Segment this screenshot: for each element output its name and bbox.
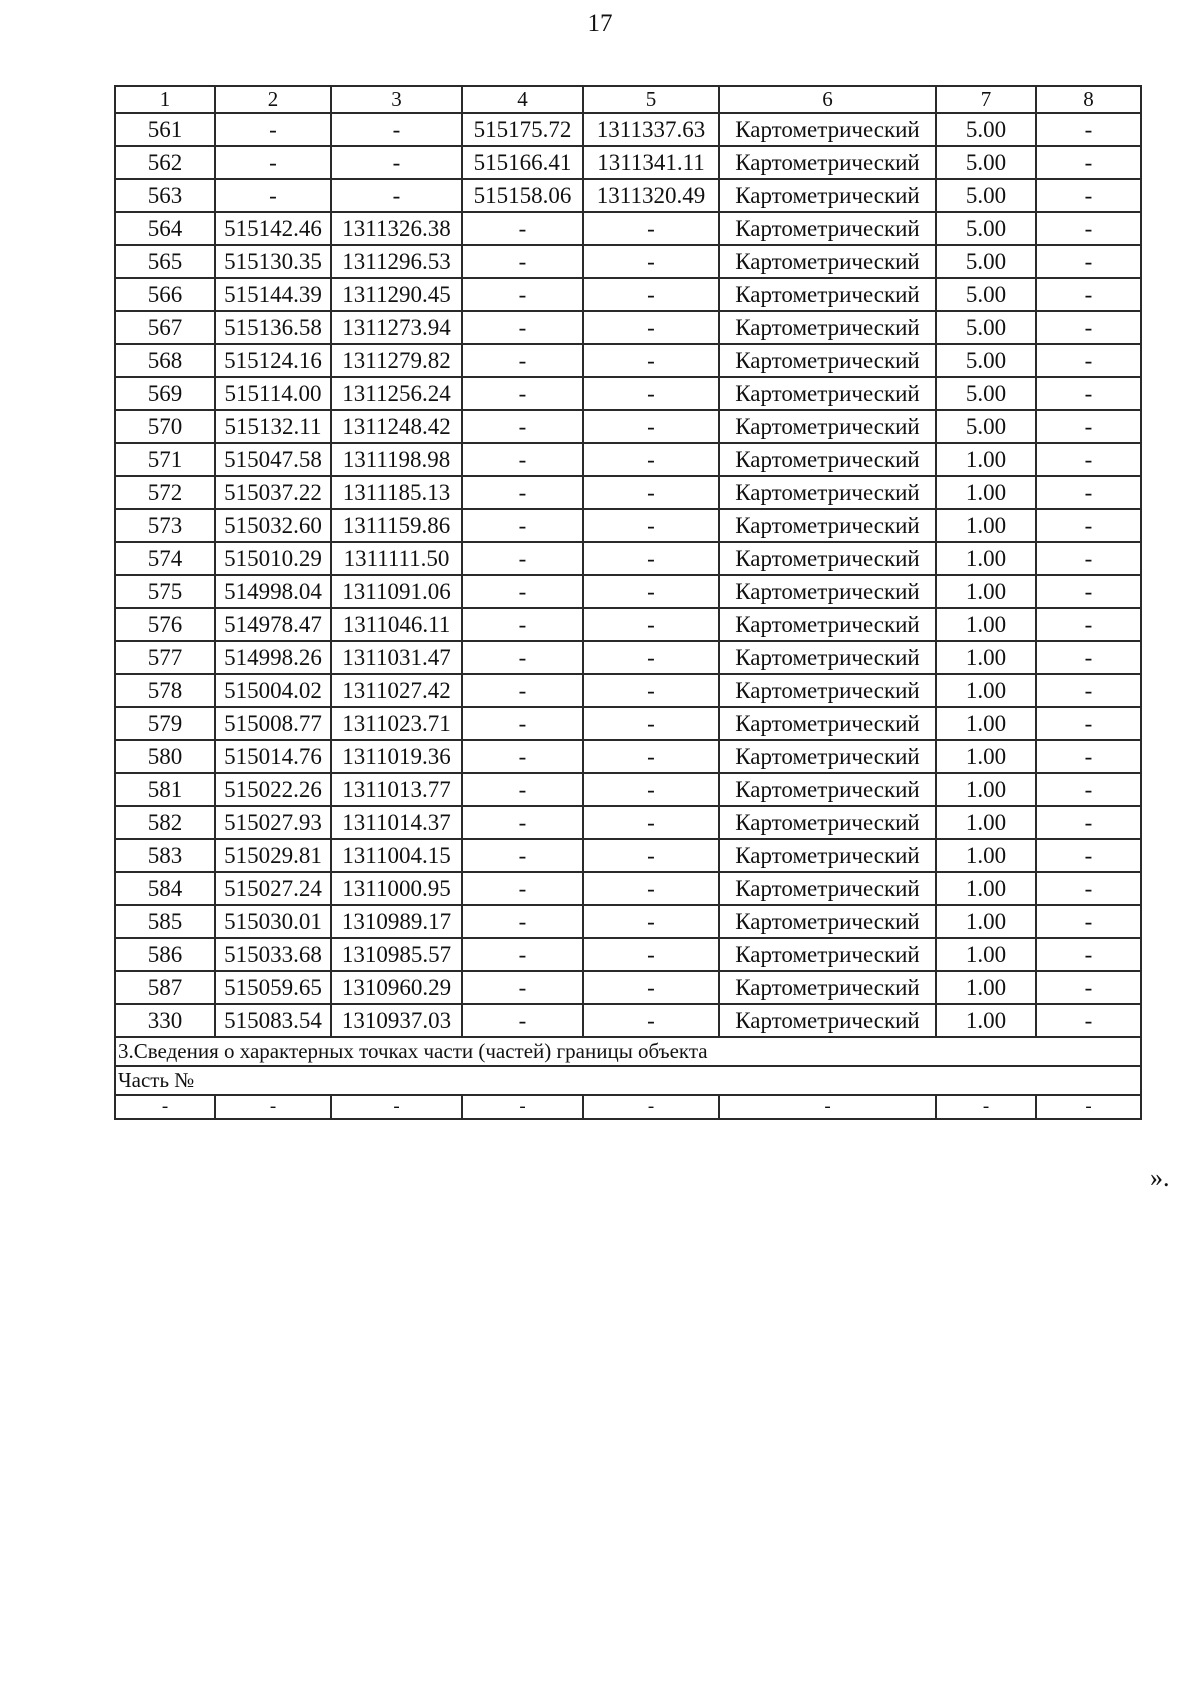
column-header: 8 [1036,86,1141,113]
table-cell: 1311248.42 [331,410,462,443]
table-cell: 515059.65 [215,971,331,1004]
table-cell: - [462,476,583,509]
table-cell: 5.00 [936,245,1036,278]
table-cell: - [1036,311,1141,344]
table-cell: Картометрический [719,806,936,839]
column-header: 1 [115,86,215,113]
part-label: Часть № [115,1066,1141,1095]
table-cell: - [1036,806,1141,839]
table-cell: 1310985.57 [331,938,462,971]
boundary-points-table [114,85,1142,1120]
table-cell: - [462,740,583,773]
table-cell: 571 [115,443,215,476]
table-cell: - [462,344,583,377]
table-row [115,707,1141,740]
table-cell: - [1036,344,1141,377]
table-cell: Картометрический [719,410,936,443]
table-row [115,674,1141,707]
table-cell: Картометрический [719,905,936,938]
table-cell: Картометрический [719,542,936,575]
table-cell: 583 [115,839,215,872]
table-cell: 1311019.36 [331,740,462,773]
table-cell: - [583,707,719,740]
table-cell: - [462,971,583,1004]
table-cell: - [215,146,331,179]
table-cell: - [1036,740,1141,773]
table-row [115,443,1141,476]
table-cell: 582 [115,806,215,839]
table-cell: - [583,674,719,707]
table-row [115,971,1141,1004]
table-cell: Картометрический [719,245,936,278]
table-cell: 1311000.95 [331,872,462,905]
table-cell: - [1036,410,1141,443]
table-row [115,1004,1141,1037]
table-cell: 5.00 [936,212,1036,245]
table-cell: 574 [115,542,215,575]
table-cell: 587 [115,971,215,1004]
table-cell: 567 [115,311,215,344]
table-cell: - [583,806,719,839]
table-cell: Картометрический [719,938,936,971]
table-cell: - [1036,113,1141,146]
table-cell: - [1036,146,1141,179]
table-row [115,542,1141,575]
table-cell: 1311326.38 [331,212,462,245]
table-header-row [115,86,1141,113]
table-cell: - [1036,905,1141,938]
table-cell: 515132.11 [215,410,331,443]
table-cell: - [1036,872,1141,905]
table-cell: - [215,113,331,146]
table-cell: - [583,839,719,872]
table-cell: 570 [115,410,215,443]
table-cell: 1311279.82 [331,344,462,377]
table-cell: - [583,278,719,311]
table-cell: 577 [115,641,215,674]
table-cell: - [1036,1095,1141,1119]
table-cell: - [583,872,719,905]
column-header: 4 [462,86,583,113]
table-cell: - [462,707,583,740]
table-cell: - [583,476,719,509]
table-cell: 1.00 [936,476,1036,509]
table-cell: - [1036,608,1141,641]
table-cell: 1311004.15 [331,839,462,872]
table-cell: 1311159.86 [331,509,462,542]
table-cell: - [462,443,583,476]
table-row [115,179,1141,212]
table-cell: 1.00 [936,938,1036,971]
table-cell: - [331,1095,462,1119]
table-cell: 1.00 [936,674,1036,707]
table-cell: 1.00 [936,839,1036,872]
table-cell: - [462,377,583,410]
table-row [115,278,1141,311]
table-cell: 1.00 [936,443,1036,476]
table-cell: - [1036,674,1141,707]
table-cell: 566 [115,278,215,311]
table-cell: 515166.41 [462,146,583,179]
table-cell: 1311337.63 [583,113,719,146]
table-cell: 515144.39 [215,278,331,311]
section-title: 3.Сведения о характерных точках части (частей) границы объекта [115,1037,1141,1066]
table-cell: 576 [115,608,215,641]
table-row [115,476,1141,509]
table-cell: - [936,1095,1036,1119]
table-cell: 1311256.24 [331,377,462,410]
table-cell: 515037.22 [215,476,331,509]
table-cell: - [583,740,719,773]
table-cell: - [215,1095,331,1119]
table-cell: 515032.60 [215,509,331,542]
column-header: 3 [331,86,462,113]
table-cell: 1310989.17 [331,905,462,938]
table-cell: Картометрический [719,740,936,773]
table-cell: 581 [115,773,215,806]
table-cell: - [583,773,719,806]
table-cell: 1311013.77 [331,773,462,806]
table-cell: - [583,575,719,608]
table-cell: - [1036,377,1141,410]
table-cell: 579 [115,707,215,740]
table-cell: 515014.76 [215,740,331,773]
table-cell: - [583,542,719,575]
table-cell: 1.00 [936,707,1036,740]
table-cell: 569 [115,377,215,410]
table-cell: - [462,674,583,707]
table-cell: - [462,872,583,905]
table-cell: Картометрический [719,476,936,509]
table-cell: 1.00 [936,542,1036,575]
table-cell: - [331,179,462,212]
table-cell: 5.00 [936,146,1036,179]
table-cell: - [583,344,719,377]
table-cell: 1311185.13 [331,476,462,509]
table-cell: - [583,509,719,542]
table-cell: 515022.26 [215,773,331,806]
table-cell: 515175.72 [462,113,583,146]
table-row [115,575,1141,608]
table-cell: - [583,245,719,278]
table-cell: - [115,1095,215,1119]
table-row [115,608,1141,641]
table-cell: 515142.46 [215,212,331,245]
table-cell: Картометрический [719,377,936,410]
table-cell: 514998.04 [215,575,331,608]
table-cell: - [462,806,583,839]
table-body [115,86,1141,1119]
table-row [115,641,1141,674]
table-cell: 1.00 [936,608,1036,641]
table-cell: Картометрический [719,311,936,344]
table-cell: 1311023.71 [331,707,462,740]
table-cell: - [1036,443,1141,476]
table-cell: - [462,938,583,971]
table-cell: 1.00 [936,971,1036,1004]
table-cell: - [583,410,719,443]
table-cell: 515158.06 [462,179,583,212]
table-cell: 515027.93 [215,806,331,839]
table-row [115,773,1141,806]
table-row [115,212,1141,245]
table-cell: - [1036,509,1141,542]
table-cell: - [1036,1004,1141,1037]
table-cell: 515004.02 [215,674,331,707]
table-cell: Картометрический [719,674,936,707]
table-cell: - [583,641,719,674]
table-cell: - [462,509,583,542]
table-cell: Картометрический [719,179,936,212]
table-cell: 515008.77 [215,707,331,740]
table-cell: 1.00 [936,1004,1036,1037]
table-cell: - [462,410,583,443]
table-cell: 5.00 [936,113,1036,146]
table-cell: - [583,1095,719,1119]
table-cell: 1.00 [936,872,1036,905]
table-cell: - [462,905,583,938]
table-cell: - [462,311,583,344]
table-row [115,311,1141,344]
table-cell: 1311014.37 [331,806,462,839]
page-number: 17 [587,10,613,37]
table-cell: - [1036,707,1141,740]
table-cell: 5.00 [936,410,1036,443]
table-cell: 568 [115,344,215,377]
table-cell: 5.00 [936,278,1036,311]
table-cell: 1311027.42 [331,674,462,707]
table-cell: 1.00 [936,740,1036,773]
table-cell: - [462,212,583,245]
table-cell: 1311111.50 [331,542,462,575]
table-row [115,245,1141,278]
table-cell: Картометрический [719,344,936,377]
table-cell: 563 [115,179,215,212]
table-cell: Картометрический [719,608,936,641]
table-cell: 515010.29 [215,542,331,575]
table-cell: - [462,542,583,575]
table-cell: - [1036,476,1141,509]
table-cell: - [1036,212,1141,245]
table-cell: - [1036,839,1141,872]
table-cell: 515047.58 [215,443,331,476]
table-cell: 1.00 [936,773,1036,806]
table-cell: 515029.81 [215,839,331,872]
table-cell: - [583,608,719,641]
table-cell: - [215,179,331,212]
column-header: 5 [583,86,719,113]
table-cell: - [462,1004,583,1037]
part-label-row [115,1066,1141,1095]
table-cell: 1.00 [936,806,1036,839]
table-cell: 1311198.98 [331,443,462,476]
table-cell: 515030.01 [215,905,331,938]
table-cell: Картометрический [719,113,936,146]
table-cell: 580 [115,740,215,773]
table-cell: - [1036,971,1141,1004]
table-cell: 515027.24 [215,872,331,905]
table-row [115,938,1141,971]
table-row [115,113,1141,146]
table-cell: - [462,839,583,872]
table-cell: 515136.58 [215,311,331,344]
table-cell: 562 [115,146,215,179]
table-cell: 573 [115,509,215,542]
table-cell: 575 [115,575,215,608]
table-cell: Картометрический [719,212,936,245]
table-cell: 1311290.45 [331,278,462,311]
table-cell: 565 [115,245,215,278]
table-cell: - [462,1095,583,1119]
column-header: 6 [719,86,936,113]
table-cell: - [1036,179,1141,212]
table-cell: - [583,311,719,344]
table-cell: 5.00 [936,311,1036,344]
table-cell: Картометрический [719,707,936,740]
table-cell: 1311341.11 [583,146,719,179]
table-cell: 5.00 [936,179,1036,212]
table-cell: 515114.00 [215,377,331,410]
table-row [115,509,1141,542]
table-cell: 586 [115,938,215,971]
table-cell: 514998.26 [215,641,331,674]
table-cell: - [1036,641,1141,674]
table-cell: 5.00 [936,377,1036,410]
table-cell: Картометрический [719,278,936,311]
table-cell: 1311046.11 [331,608,462,641]
table-cell: Картометрический [719,146,936,179]
table-row [115,377,1141,410]
table-cell: Картометрический [719,773,936,806]
table-cell: 1.00 [936,641,1036,674]
table-cell: - [583,905,719,938]
table-cell: 1311091.06 [331,575,462,608]
table-cell: - [1036,938,1141,971]
table-cell: - [1036,278,1141,311]
table-cell: - [583,212,719,245]
table-cell: - [583,377,719,410]
empty-row [115,1095,1141,1119]
table-cell: - [462,773,583,806]
table-cell: 1.00 [936,905,1036,938]
table-cell: Картометрический [719,509,936,542]
table-cell: - [462,641,583,674]
table-cell: 585 [115,905,215,938]
table-cell: - [1036,575,1141,608]
table-cell: - [1036,542,1141,575]
table-cell: Картометрический [719,1004,936,1037]
table-cell: 1311273.94 [331,311,462,344]
table-cell: 584 [115,872,215,905]
table-cell: - [331,113,462,146]
table-cell: - [462,608,583,641]
table-cell: Картометрический [719,971,936,1004]
table-cell: Картометрический [719,443,936,476]
table-row [115,146,1141,179]
table-cell: 1.00 [936,575,1036,608]
table-cell: 1311320.49 [583,179,719,212]
table-row [115,872,1141,905]
section-title-row [115,1037,1141,1066]
table-cell: Картометрический [719,872,936,905]
table-cell: - [462,278,583,311]
table-cell: - [1036,245,1141,278]
table-cell: 572 [115,476,215,509]
table-cell: 1311296.53 [331,245,462,278]
table-cell: - [1036,773,1141,806]
table-cell: 1311031.47 [331,641,462,674]
table-cell: - [462,245,583,278]
table-cell: 515124.16 [215,344,331,377]
table-cell: - [583,1004,719,1037]
table-cell: - [583,938,719,971]
table-cell: 330 [115,1004,215,1037]
table-cell: Картометрический [719,839,936,872]
table-cell: - [583,971,719,1004]
table-cell: 514978.47 [215,608,331,641]
table-cell: 564 [115,212,215,245]
table-cell: - [719,1095,936,1119]
table-row [115,344,1141,377]
table-row [115,839,1141,872]
table-cell: Картометрический [719,575,936,608]
table-row [115,806,1141,839]
table-cell: Картометрический [719,641,936,674]
table-cell: 515033.68 [215,938,331,971]
table-cell: 5.00 [936,344,1036,377]
table-cell: - [331,146,462,179]
table-cell: 1310960.29 [331,971,462,1004]
table-cell: 1.00 [936,509,1036,542]
table-row [115,410,1141,443]
table-cell: 578 [115,674,215,707]
table-row [115,740,1141,773]
table-cell: - [462,575,583,608]
table-row [115,905,1141,938]
closing-quote: ». [1150,1163,1170,1192]
column-header: 2 [215,86,331,113]
table-cell: - [583,443,719,476]
table-cell: 515083.54 [215,1004,331,1037]
column-header: 7 [936,86,1036,113]
table-cell: 1310937.03 [331,1004,462,1037]
table-cell: 561 [115,113,215,146]
table-cell: 515130.35 [215,245,331,278]
